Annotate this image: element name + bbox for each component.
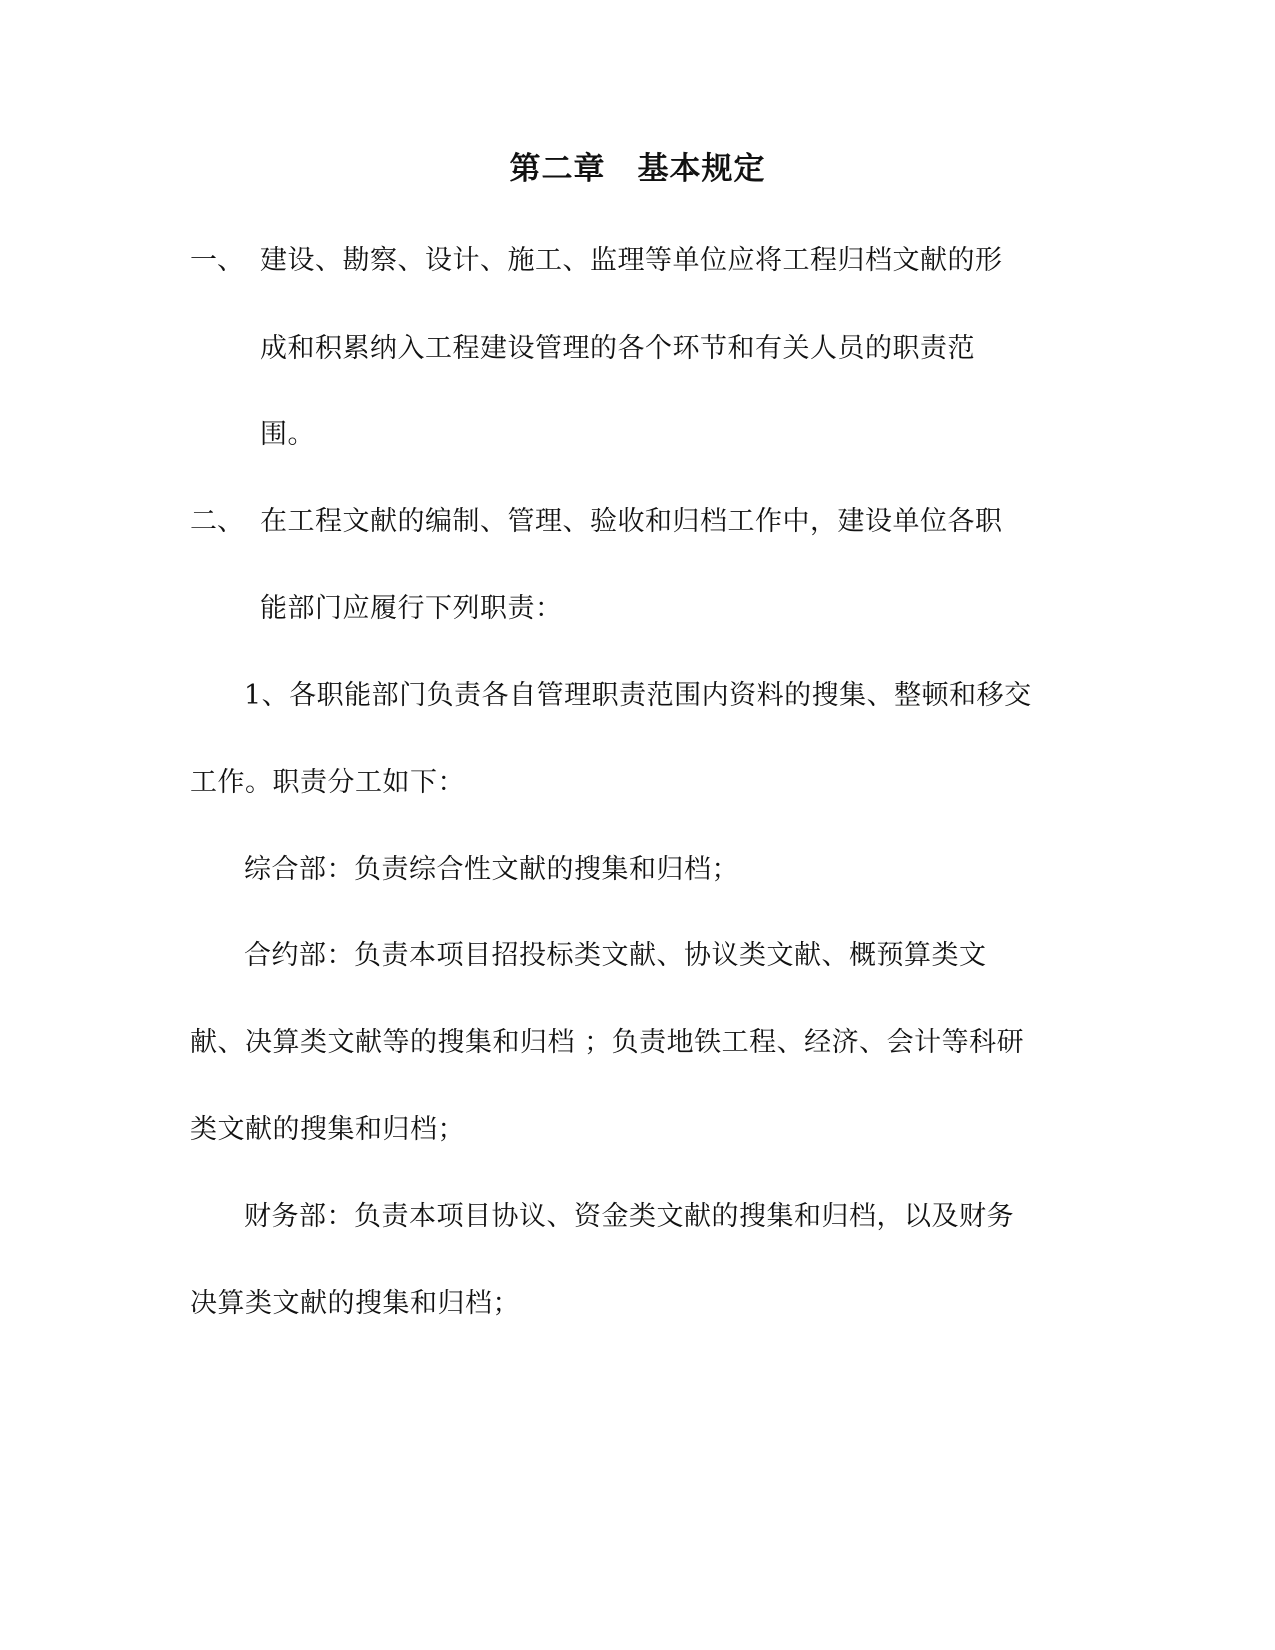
paragraph-4-line-1: 财务部：负责本项目协议、资金类文献的搜集和归档，以及财务 <box>244 1201 1014 1232</box>
paragraph-3-line-2: 献、决算类文献等的搜集和归档 ；负责地铁工程、经济、会计等科研 <box>190 1027 1025 1058</box>
chapter-title: 第二章 基本规定 <box>509 151 766 187</box>
item-2-line-1: 在工程文献的编制、管理、验收和归档工作中，建设单位各职 <box>260 506 1003 537</box>
item-marker-2: 二、 <box>190 506 244 537</box>
item-1-line-3: 围。 <box>260 419 315 450</box>
item-1-line-1: 建设、勘察、设计、施工、监理等单位应将工程归档文献的形 <box>260 245 1003 276</box>
paragraph-2-line-1: 综合部：负责综合性文献的搜集和归档； <box>244 854 739 885</box>
item-1-line-2: 成和积累纳入工程建设管理的各个环节和有关人员的职责范 <box>260 333 975 364</box>
paragraph-1-line-1: 1、各职能部门负责各自管理职责范围内资料的搜集、整顿和移交 <box>244 680 1032 711</box>
paragraph-1-line-2: 工作。职责分工如下： <box>190 767 465 798</box>
item-marker-1: 一、 <box>190 245 244 276</box>
paragraph-4-line-2: 决算类文献的搜集和归档； <box>190 1288 520 1319</box>
paragraph-3-line-3: 类文献的搜集和归档； <box>190 1114 465 1145</box>
paragraph-3-line-1: 合约部：负责本项目招投标类文献、协议类文献、概预算类文 <box>244 940 987 971</box>
item-2-line-2: 能部门应履行下列职责： <box>260 593 563 624</box>
